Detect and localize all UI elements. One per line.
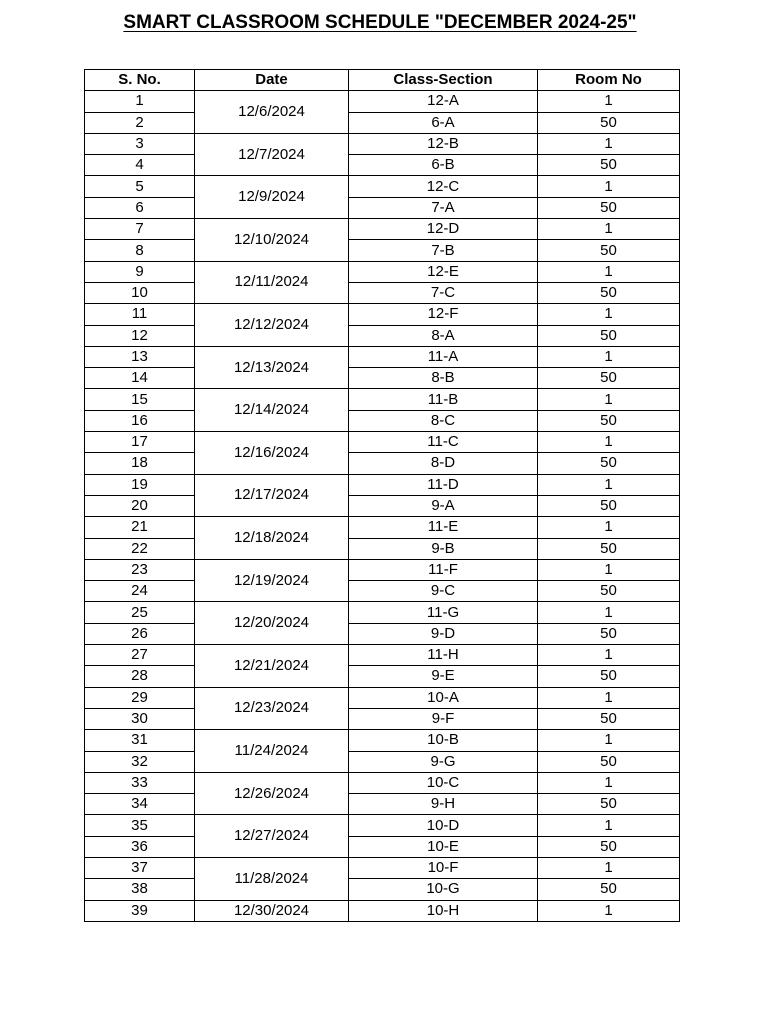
cell-room-no: 50 bbox=[538, 410, 680, 431]
cell-room-no: 1 bbox=[538, 730, 680, 751]
cell-room-no: 50 bbox=[538, 282, 680, 303]
cell-room-no: 50 bbox=[538, 538, 680, 559]
cell-room-no: 50 bbox=[538, 197, 680, 218]
cell-sno: 2 bbox=[85, 112, 195, 133]
cell-room-no: 50 bbox=[538, 666, 680, 687]
cell-sno: 34 bbox=[85, 794, 195, 815]
cell-sno: 23 bbox=[85, 559, 195, 580]
table-row bbox=[85, 176, 680, 197]
table-row bbox=[85, 602, 680, 623]
table-row bbox=[85, 112, 680, 133]
cell-sno: 14 bbox=[85, 368, 195, 389]
cell-class-section: 11-C bbox=[349, 432, 538, 453]
schedule-table bbox=[84, 69, 680, 922]
cell-class-section: 9-C bbox=[349, 581, 538, 602]
cell-sno: 16 bbox=[85, 410, 195, 431]
cell-class-section: 6-A bbox=[349, 112, 538, 133]
cell-sno: 35 bbox=[85, 815, 195, 836]
cell-class-section: 10-A bbox=[349, 687, 538, 708]
cell-sno: 8 bbox=[85, 240, 195, 261]
table-row bbox=[85, 730, 680, 751]
table-row bbox=[85, 389, 680, 410]
cell-class-section: 8-B bbox=[349, 368, 538, 389]
cell-sno: 31 bbox=[85, 730, 195, 751]
cell-class-section: 11-F bbox=[349, 559, 538, 580]
cell-class-section: 10-D bbox=[349, 815, 538, 836]
table-row bbox=[85, 772, 680, 793]
table-row bbox=[85, 666, 680, 687]
cell-class-section: 12-A bbox=[349, 91, 538, 112]
cell-sno: 4 bbox=[85, 155, 195, 176]
cell-class-section: 12-F bbox=[349, 304, 538, 325]
cell-room-no: 1 bbox=[538, 559, 680, 580]
table-row bbox=[85, 304, 680, 325]
cell-sno: 15 bbox=[85, 389, 195, 410]
cell-room-no: 50 bbox=[538, 112, 680, 133]
cell-room-no: 1 bbox=[538, 91, 680, 112]
cell-date: 12/9/2024 bbox=[195, 176, 349, 219]
table-row bbox=[85, 623, 680, 644]
cell-room-no: 1 bbox=[538, 772, 680, 793]
cell-room-no: 1 bbox=[538, 432, 680, 453]
cell-date: 12/12/2024 bbox=[195, 304, 349, 347]
table-row bbox=[85, 708, 680, 729]
table-row bbox=[85, 879, 680, 900]
cell-sno: 33 bbox=[85, 772, 195, 793]
table-row bbox=[85, 432, 680, 453]
cell-date: 12/17/2024 bbox=[195, 474, 349, 517]
cell-room-no: 1 bbox=[538, 815, 680, 836]
cell-room-no: 50 bbox=[538, 240, 680, 261]
cell-room-no: 50 bbox=[538, 325, 680, 346]
cell-class-section: 12-E bbox=[349, 261, 538, 282]
cell-date: 12/21/2024 bbox=[195, 645, 349, 688]
cell-date: 12/10/2024 bbox=[195, 219, 349, 262]
cell-date: 12/7/2024 bbox=[195, 133, 349, 176]
cell-class-section: 10-F bbox=[349, 857, 538, 878]
cell-class-section: 6-B bbox=[349, 155, 538, 176]
cell-room-no: 1 bbox=[538, 389, 680, 410]
cell-sno: 13 bbox=[85, 346, 195, 367]
header-date: Date bbox=[195, 70, 349, 91]
table-row bbox=[85, 219, 680, 240]
cell-sno: 6 bbox=[85, 197, 195, 218]
table-row bbox=[85, 836, 680, 857]
table-row bbox=[85, 368, 680, 389]
table-row bbox=[85, 325, 680, 346]
header-sno: S. No. bbox=[85, 70, 195, 91]
cell-date: 12/13/2024 bbox=[195, 346, 349, 389]
table-row bbox=[85, 900, 680, 921]
cell-sno: 26 bbox=[85, 623, 195, 644]
cell-room-no: 1 bbox=[538, 687, 680, 708]
cell-sno: 39 bbox=[85, 900, 195, 921]
cell-class-section: 10-G bbox=[349, 879, 538, 900]
table-row bbox=[85, 282, 680, 303]
cell-class-section: 12-B bbox=[349, 133, 538, 154]
cell-date: 12/14/2024 bbox=[195, 389, 349, 432]
cell-class-section: 9-E bbox=[349, 666, 538, 687]
cell-class-section: 8-A bbox=[349, 325, 538, 346]
cell-class-section: 12-C bbox=[349, 176, 538, 197]
cell-room-no: 50 bbox=[538, 623, 680, 644]
cell-room-no: 1 bbox=[538, 346, 680, 367]
cell-sno: 7 bbox=[85, 219, 195, 240]
table-row bbox=[85, 538, 680, 559]
cell-room-no: 50 bbox=[538, 155, 680, 176]
cell-sno: 17 bbox=[85, 432, 195, 453]
cell-sno: 29 bbox=[85, 687, 195, 708]
cell-date: 11/28/2024 bbox=[195, 857, 349, 900]
cell-date: 12/18/2024 bbox=[195, 517, 349, 560]
table-row bbox=[85, 453, 680, 474]
cell-sno: 32 bbox=[85, 751, 195, 772]
cell-sno: 10 bbox=[85, 282, 195, 303]
cell-date: 12/20/2024 bbox=[195, 602, 349, 645]
cell-sno: 38 bbox=[85, 879, 195, 900]
cell-class-section: 11-G bbox=[349, 602, 538, 623]
cell-date: 12/11/2024 bbox=[195, 261, 349, 304]
cell-room-no: 1 bbox=[538, 176, 680, 197]
cell-sno: 12 bbox=[85, 325, 195, 346]
cell-class-section: 12-D bbox=[349, 219, 538, 240]
document-title: SMART CLASSROOM SCHEDULE "DECEMBER 2024-25" bbox=[123, 12, 637, 33]
cell-class-section: 7-B bbox=[349, 240, 538, 261]
cell-room-no: 1 bbox=[538, 517, 680, 538]
table-row bbox=[85, 240, 680, 261]
cell-date: 12/16/2024 bbox=[195, 432, 349, 475]
cell-class-section: 9-H bbox=[349, 794, 538, 815]
table-header-row bbox=[85, 70, 680, 91]
cell-class-section: 10-C bbox=[349, 772, 538, 793]
cell-date: 12/26/2024 bbox=[195, 772, 349, 815]
cell-date: 12/23/2024 bbox=[195, 687, 349, 730]
table-row bbox=[85, 91, 680, 112]
cell-class-section: 8-D bbox=[349, 453, 538, 474]
table-row bbox=[85, 751, 680, 772]
table-row bbox=[85, 517, 680, 538]
table-row bbox=[85, 815, 680, 836]
cell-room-no: 50 bbox=[538, 368, 680, 389]
cell-sno: 37 bbox=[85, 857, 195, 878]
cell-room-no: 50 bbox=[538, 581, 680, 602]
cell-sno: 11 bbox=[85, 304, 195, 325]
header-class-section: Class-Section bbox=[349, 70, 538, 91]
cell-date: 11/24/2024 bbox=[195, 730, 349, 773]
table-row bbox=[85, 581, 680, 602]
cell-class-section: 8-C bbox=[349, 410, 538, 431]
cell-class-section: 9-G bbox=[349, 751, 538, 772]
cell-sno: 27 bbox=[85, 645, 195, 666]
cell-sno: 21 bbox=[85, 517, 195, 538]
cell-class-section: 10-E bbox=[349, 836, 538, 857]
cell-room-no: 1 bbox=[538, 133, 680, 154]
cell-class-section: 9-A bbox=[349, 495, 538, 516]
cell-sno: 36 bbox=[85, 836, 195, 857]
cell-sno: 30 bbox=[85, 708, 195, 729]
cell-date: 12/27/2024 bbox=[195, 815, 349, 858]
cell-class-section: 9-B bbox=[349, 538, 538, 559]
table-row bbox=[85, 645, 680, 666]
cell-room-no: 50 bbox=[538, 751, 680, 772]
cell-class-section: 11-E bbox=[349, 517, 538, 538]
cell-room-no: 50 bbox=[538, 453, 680, 474]
table-row bbox=[85, 559, 680, 580]
cell-room-no: 1 bbox=[538, 304, 680, 325]
cell-class-section: 10-H bbox=[349, 900, 538, 921]
cell-class-section: 9-F bbox=[349, 708, 538, 729]
table-row bbox=[85, 687, 680, 708]
cell-sno: 9 bbox=[85, 261, 195, 282]
cell-class-section: 10-B bbox=[349, 730, 538, 751]
cell-room-no: 1 bbox=[538, 219, 680, 240]
table-row bbox=[85, 133, 680, 154]
cell-class-section: 7-C bbox=[349, 282, 538, 303]
table-row bbox=[85, 261, 680, 282]
header-room-no: Room No bbox=[538, 70, 680, 91]
cell-date: 12/30/2024 bbox=[195, 900, 349, 921]
cell-class-section: 7-A bbox=[349, 197, 538, 218]
cell-room-no: 1 bbox=[538, 474, 680, 495]
cell-sno: 22 bbox=[85, 538, 195, 559]
cell-sno: 25 bbox=[85, 602, 195, 623]
cell-sno: 3 bbox=[85, 133, 195, 154]
table-row bbox=[85, 794, 680, 815]
schedule-table-body bbox=[85, 91, 680, 922]
cell-class-section: 11-D bbox=[349, 474, 538, 495]
cell-sno: 19 bbox=[85, 474, 195, 495]
cell-class-section: 11-H bbox=[349, 645, 538, 666]
table-row bbox=[85, 155, 680, 176]
cell-sno: 5 bbox=[85, 176, 195, 197]
cell-room-no: 1 bbox=[538, 857, 680, 878]
cell-sno: 20 bbox=[85, 495, 195, 516]
cell-date: 12/6/2024 bbox=[195, 91, 349, 134]
table-row bbox=[85, 410, 680, 431]
table-row bbox=[85, 474, 680, 495]
cell-room-no: 1 bbox=[538, 900, 680, 921]
cell-room-no: 1 bbox=[538, 602, 680, 623]
table-row bbox=[85, 857, 680, 878]
cell-room-no: 50 bbox=[538, 879, 680, 900]
cell-room-no: 50 bbox=[538, 708, 680, 729]
cell-sno: 28 bbox=[85, 666, 195, 687]
cell-class-section: 9-D bbox=[349, 623, 538, 644]
table-row bbox=[85, 346, 680, 367]
table-row bbox=[85, 495, 680, 516]
cell-sno: 24 bbox=[85, 581, 195, 602]
cell-date: 12/19/2024 bbox=[195, 559, 349, 602]
cell-class-section: 11-B bbox=[349, 389, 538, 410]
cell-sno: 18 bbox=[85, 453, 195, 474]
cell-class-section: 11-A bbox=[349, 346, 538, 367]
cell-room-no: 1 bbox=[538, 645, 680, 666]
table-row bbox=[85, 197, 680, 218]
cell-room-no: 1 bbox=[538, 261, 680, 282]
cell-sno: 1 bbox=[85, 91, 195, 112]
cell-room-no: 50 bbox=[538, 794, 680, 815]
cell-room-no: 50 bbox=[538, 836, 680, 857]
cell-room-no: 50 bbox=[538, 495, 680, 516]
